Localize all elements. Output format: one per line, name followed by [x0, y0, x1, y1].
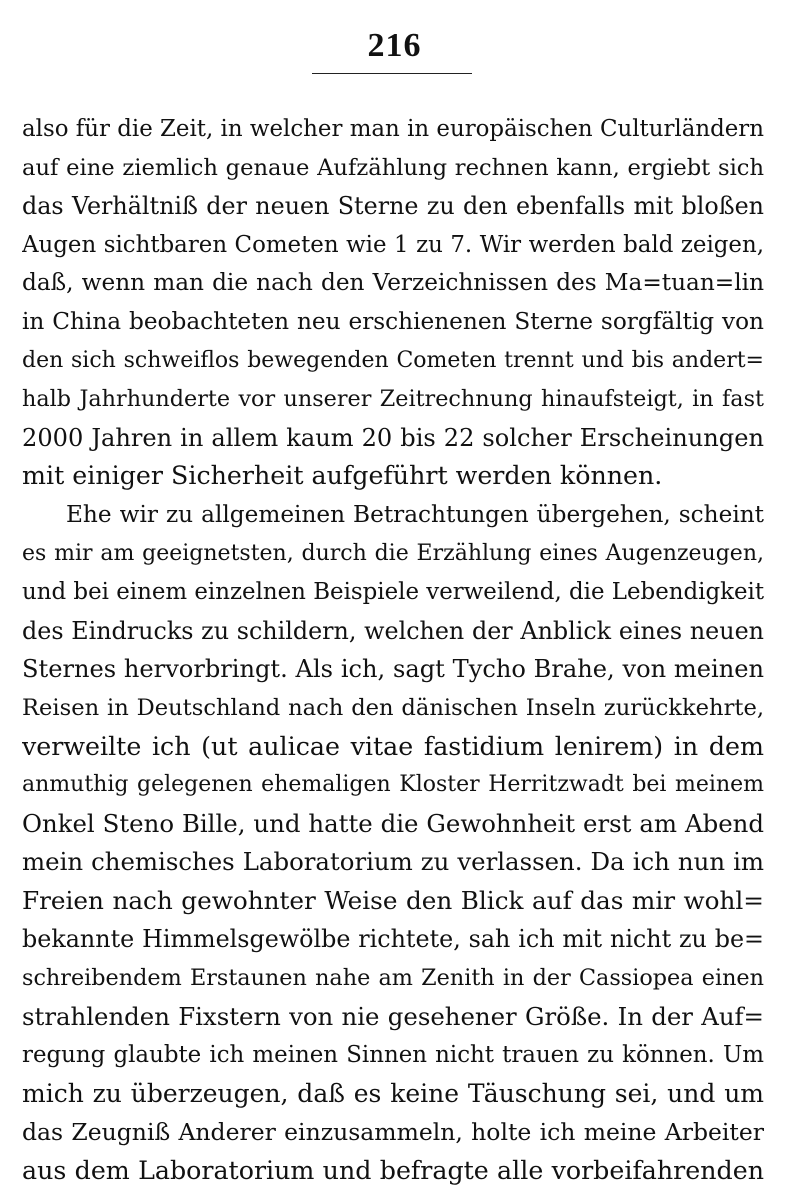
text-line: regung glaubte ich meinen Sinnen nicht trauen zu können. Um: [22, 1042, 764, 1069]
page-number: 216: [367, 27, 422, 64]
text-line: daß, wenn man die nach den Verzeichnissen des Ma=tuan=lin: [22, 269, 764, 297]
text-line: es mir am geeignetsten, durch die Erzählung eines Augenzeugen,: [22, 540, 764, 566]
text-line: Freien nach gewohnter Weise den Blick auf das mir wohl=: [22, 885, 764, 915]
text-line: strahlenden Fixstern von nie gesehener Größe. In der Auf=: [22, 1001, 764, 1031]
text-line: verweilte ich (ut aulicae vitae fastidium lenirem) in dem: [22, 731, 764, 761]
text-line: mit einiger Sicherheit aufgeführt werden können.: [22, 461, 663, 491]
text-line: aus dem Laboratorium und befragte alle vorbeifahrenden: [22, 1156, 764, 1186]
text-line: also für die Zeit, in welcher man in europäischen Culturländern: [22, 116, 764, 142]
text-line: Ehe wir zu allgemeinen Betrachtungen übergehen, scheint: [66, 500, 764, 528]
text-line: und bei einem einzelnen Beispiele verweilend, die Lebendigkeit: [22, 579, 764, 606]
text-line: auf eine ziemlich genaue Aufzählung rechnen kann, ergiebt sich: [22, 154, 764, 181]
text-line: den sich schweiflos bewegenden Cometen trennt und bis andert=: [22, 347, 764, 373]
text-line: bekannte Himmelsgewölbe richtete, sah ich mit nicht zu be=: [22, 925, 764, 954]
text-line: 2000 Jahren in allem kaum 20 bis 22 solcher Erscheinungen: [22, 423, 764, 452]
text-line: Sternes hervorbringt. Als ich, sagt Tycho Brahe, von meinen: [22, 655, 764, 684]
text-line: des Eindrucks zu schildern, welchen der Anblick eines neuen: [22, 616, 764, 645]
text-line: anmuthig gelegenen ehemaligen Kloster Herritzwadt bei meinem: [22, 772, 764, 798]
text-line: Augen sichtbaren Cometen wie 1 zu 7. Wir werden bald zeigen,: [22, 231, 764, 258]
body-text: [22, 110, 764, 1191]
text-line: mein chemisches Laboratorium zu verlassen. Da ich nun im: [22, 847, 764, 877]
text-line: in China beobachteten neu erschienenen Sterne sorgfältig von: [22, 307, 764, 335]
text-line: mich zu überzeugen, daß es keine Täuschung sei, und um: [22, 1078, 764, 1108]
text-line: halb Jahrhunderte vor unserer Zeitrechnung hinaufsteigt, in fast: [22, 386, 764, 413]
text-line: Onkel Steno Bille, und hatte die Gewohnheit erst am Abend: [22, 808, 764, 838]
header-rule: [312, 73, 472, 74]
text-line: schreibendem Erstaunen nahe am Zenith in der Cassiopea einen: [22, 965, 764, 992]
text-line: das Verhältniß der neuen Sterne zu den ebenfalls mit bloßen: [22, 192, 764, 221]
text-line: das Zeugniß Anderer einzusammeln, holte ich meine Arbeiter: [22, 1118, 764, 1147]
text-line: Reisen in Deutschland nach den dänischen Inseln zurückkehrte,: [22, 694, 764, 721]
